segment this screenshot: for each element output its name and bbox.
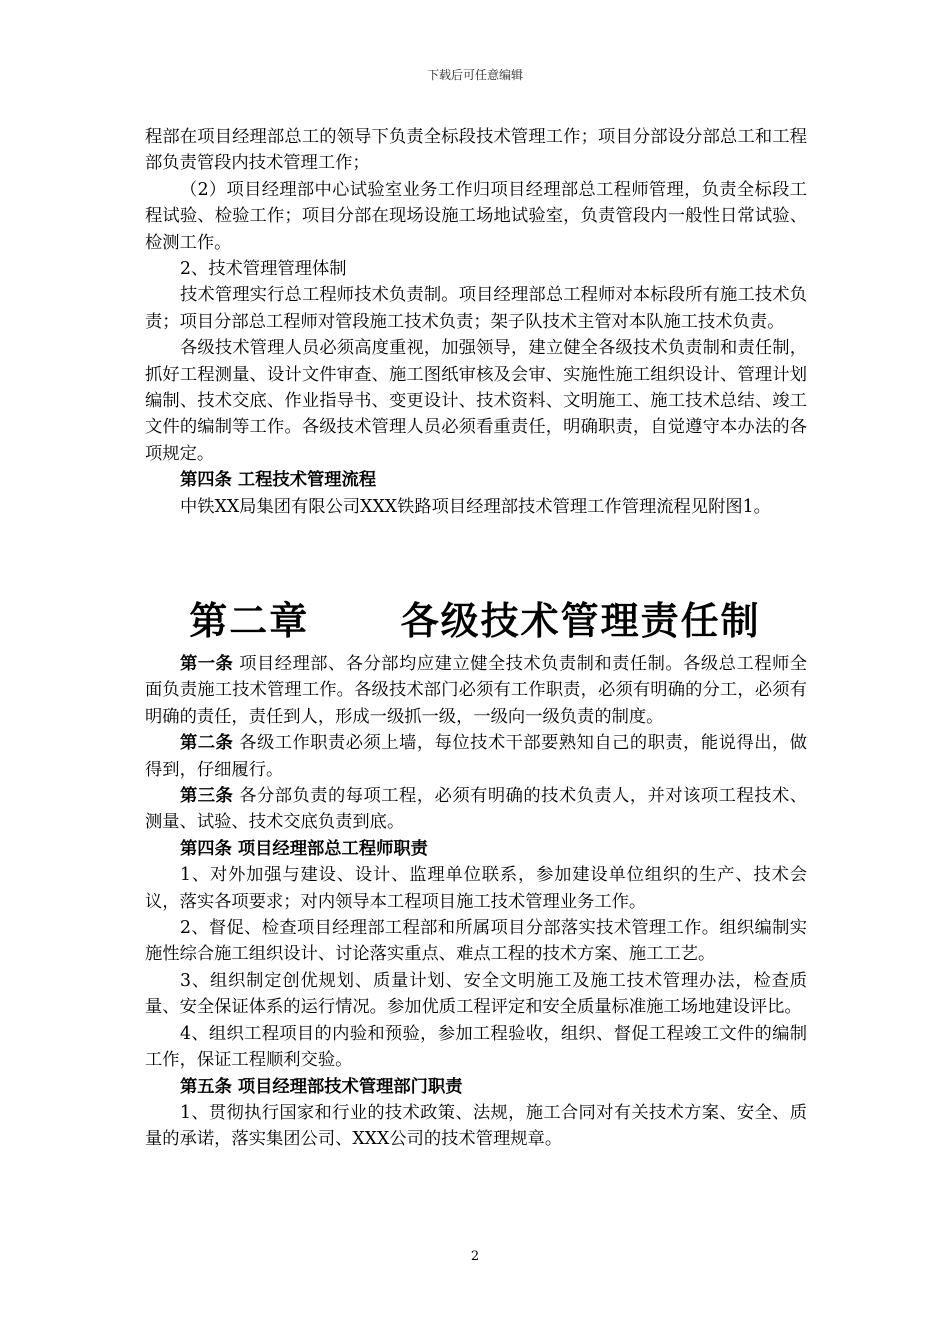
paragraph: 各级技术管理人员必须高度重视，加强领导，建立健全各级技术负责制和责任制，抓好工程测量、设计文件审查、施工图纸审核及会审、实施性施工组织设计、管理计划编制、技术交底、作业指导书、变更设计、技术资料、文明施工、施工技术总结、竣工文件的编制等工作。各级技术管理人员必须看重责任，明确职责，自觉遵守本办法的各项规定。	[145, 338, 807, 464]
article-heading: 第五条 项目经理部技术管理部门职责	[180, 1076, 463, 1097]
article-heading: 第四条 工程技术管理流程	[180, 470, 377, 491]
paragraph: 2、技术管理管理体制	[180, 259, 347, 280]
paragraph: 1、贯彻执行国家和行业的技术政策、法规，施工合同对有关技术方案、安全、质量的承诺，落实集团公司、XXX公司的技术管理规章。	[145, 1102, 807, 1150]
article-text: 项目经理部、各分部均应建立健全技术负责制和责任制。各级总工程师全面负责施工技术管理工作。各级技术部门必须有工作职责，必须有明确的分工，必须有明确的责任，责任到人，形成一级抓一级，一级向一级负责的制度。	[145, 654, 807, 727]
article-text: 各分部负责的每项工程，必须有明确的技术负责人，并对该项工程技术、测量、试验、技术交底负责到底。	[145, 786, 807, 833]
section-continued	[145, 124, 807, 520]
paragraph: 程部在项目经理部总工的领导下负责全标段技术管理工作；项目分部设分部总工和工程部负责管段内技术管理工作；	[145, 127, 807, 174]
article-label: 第三条	[180, 786, 234, 807]
paragraph: 4、组织工程项目的内验和预验，参加工程验收，组织、督促工程竣工文件的编制工作，保证工程顺利交验。	[145, 1023, 807, 1071]
paragraph: 2、督促、检查项目经理部工程部和所属项目分部落实技术管理工作。组织编制实施性综合施工组织设计、讨论落实重点、难点工程的技术方案、施工工艺。	[145, 918, 807, 965]
article	[145, 730, 807, 783]
article-label: 第二条	[180, 733, 234, 754]
paragraph: 3、组织制定创优规划、质量计划、安全文明施工及施工技术管理办法，检查质量、安全保证体系的运行情况。参加优质工程评定和安全质量标准施工场地建设评比。	[145, 970, 807, 1018]
chapter-body	[145, 651, 807, 1153]
article-text: 各级工作职责必须上墙，每位技术干部要熟知自己的职责，能说得出，做得到，仔细履行。	[145, 733, 807, 780]
article	[145, 651, 807, 730]
paragraph: 技术管理实行总工程师技术负责制。项目经理部总工程师对本标段所有施工技术负责；项目分部总工程师对管段施工技术负责；架子队技术主管对本队施工技术负责。	[145, 285, 807, 332]
article-label: 第一条	[180, 654, 234, 674]
article-heading: 第四条 项目经理部总工程师职责	[180, 838, 428, 859]
paragraph: （2）项目经理部中心试验室业务工作归项目经理部总工程师管理，负责全标段工程试验、检验工作；项目分部在现场设施工场地试验室，负责管段内一般性日常试验、检测工作。	[145, 179, 807, 253]
paragraph: 1、对外加强与建设、设计、监理单位联系，参加建设单位组织的生产、技术会议，落实各项要求；对内领导本工程项目施工技术管理业务工作。	[145, 865, 807, 912]
page-number: 2	[470, 1249, 480, 1264]
page-header: 下载后可任意编辑	[426, 68, 523, 82]
chapter-title: 第二章 各级技术管理责任制	[189, 599, 761, 643]
paragraph: 中铁XX局集团有限公司XXX铁路项目经理部技术管理工作管理流程见附图1。	[180, 496, 771, 517]
article	[145, 783, 807, 836]
